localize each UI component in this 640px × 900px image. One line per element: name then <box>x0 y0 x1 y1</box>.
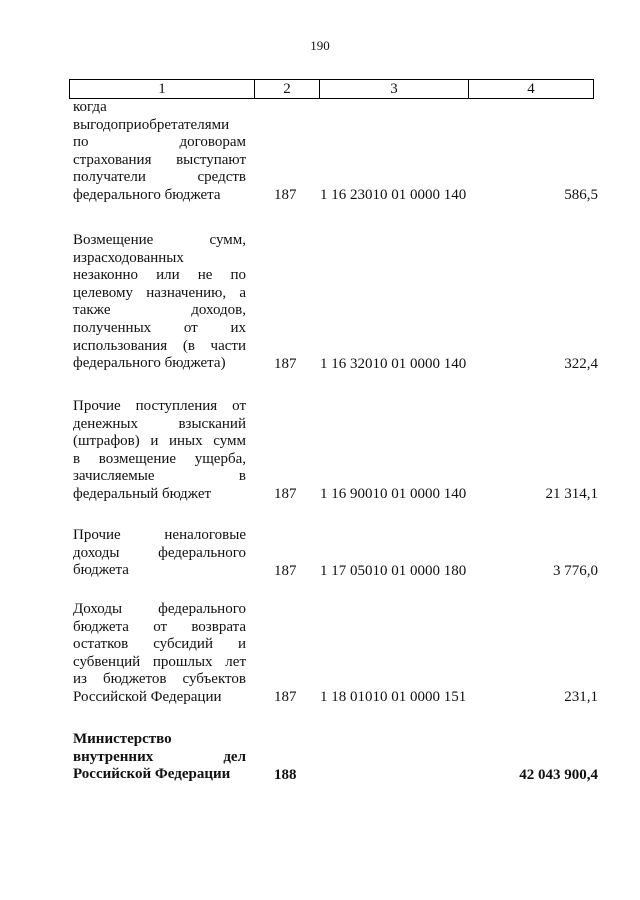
table-row <box>73 232 598 374</box>
table-row <box>73 398 598 504</box>
description-line: из бюджетов субъектов <box>73 671 246 688</box>
row-description <box>73 398 246 504</box>
description-line: (штрафов) и иных сумм <box>73 433 246 450</box>
description-line: внутренних дел <box>73 748 246 765</box>
description-line: использования (в части <box>73 337 246 354</box>
column-header-3: 3 <box>320 80 469 99</box>
row-description <box>73 601 246 707</box>
description-line: Прочие поступления от <box>73 398 246 414</box>
row-code: 187 <box>274 486 297 502</box>
row-code: 187 <box>274 356 297 372</box>
row-code: 187 <box>274 187 297 203</box>
table-row <box>73 527 598 581</box>
description-line: полученных от их <box>73 319 246 336</box>
column-header-1: 1 <box>70 80 255 99</box>
ministry-total-row <box>73 731 598 785</box>
description-line: Российской Федерации <box>73 766 231 783</box>
description-line: страхования выступают <box>73 151 246 168</box>
row-code: 187 <box>274 563 297 579</box>
row-code: 188 <box>274 767 297 783</box>
description-line: выгодоприобретателями <box>73 116 230 133</box>
row-description <box>73 731 246 784</box>
description-line: остатков субсидий и <box>73 636 246 653</box>
description-line: Российской Федерации <box>73 688 222 705</box>
column-header-2: 2 <box>255 80 320 99</box>
description-line: бюджета от возврата <box>73 618 246 635</box>
column-header-table <box>69 79 594 99</box>
description-line: доходы федерального <box>73 544 246 561</box>
description-line: Возмещение сумм, <box>73 232 246 248</box>
description-line: денежных взысканий <box>73 415 246 432</box>
description-line: федерального бюджета <box>73 186 221 203</box>
description-line: израсходованных <box>73 249 184 266</box>
row-budget-code: 1 18 01010 01 0000 151 <box>320 689 467 705</box>
description-line: Прочие неналоговые <box>73 527 246 543</box>
table-row <box>73 99 598 205</box>
row-amount: 322,4 <box>564 356 598 372</box>
description-line: в возмещение ущерба, <box>73 450 246 467</box>
row-amount: 3 776,0 <box>553 563 598 579</box>
description-line: Доходы федерального <box>73 601 246 617</box>
row-description <box>73 99 246 205</box>
row-description <box>73 527 246 580</box>
description-line: федеральный бюджет <box>73 485 212 502</box>
row-budget-code: 1 17 05010 01 0000 180 <box>320 563 467 579</box>
description-line: бюджета <box>73 562 129 579</box>
column-header-4: 4 <box>469 80 594 99</box>
description-line: когда <box>73 99 107 115</box>
row-amount: 21 314,1 <box>545 486 598 502</box>
description-line: Министерство <box>73 731 172 747</box>
description-line: зачисляемые в <box>73 468 246 485</box>
description-line: федерального бюджета) <box>73 355 226 372</box>
row-budget-code: 1 16 23010 01 0000 140 <box>320 187 467 203</box>
row-amount: 42 043 900,4 <box>519 767 598 783</box>
row-code: 187 <box>274 689 297 705</box>
row-amount: 586,5 <box>564 187 598 203</box>
row-budget-code: 1 16 32010 01 0000 140 <box>320 356 467 372</box>
row-amount: 231,1 <box>564 689 598 705</box>
description-line: целевому назначению, а <box>73 284 246 301</box>
row-description <box>73 232 246 373</box>
row-budget-code: 1 16 90010 01 0000 140 <box>320 486 467 502</box>
description-line: также доходов, <box>73 302 246 319</box>
page-number: 190 <box>310 38 330 53</box>
description-line: незаконно или не по <box>73 267 246 284</box>
table-row <box>73 601 598 707</box>
description-line: субвенций прошлых лет <box>73 653 246 670</box>
description-line: по договорам <box>73 134 246 151</box>
description-line: получатели средств <box>73 169 246 186</box>
